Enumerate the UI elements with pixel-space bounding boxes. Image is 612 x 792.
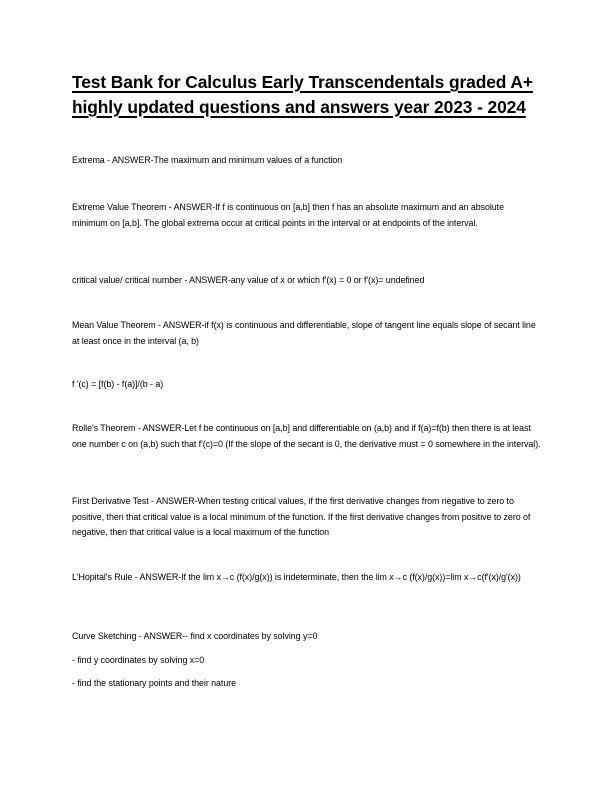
entry-mean-value-theorem: Mean Value Theorem - ANSWER-if f(x) is continuous and differentiable, slope of tangent line equals slope of secant line at least once in the interval (a, b) (72, 320, 536, 346)
entry-curve-sketching-step-y: - find y coordinates by solving x=0 (72, 655, 205, 665)
entry-critical-value: critical value/ critical number - ANSWER-any value of x or which f'(x) = 0 or f'(x)= undefined (72, 275, 425, 285)
entry-lhopitals-rule: L'Hopital's Rule - ANSWER-If the lim x→c (f(x)/g(x)) is indeterminate, then the lim x→c (f(x)/g(x))=lim x→c(f'(x)/g'(x)) (72, 572, 521, 582)
entry-first-derivative-test: First Derivative Test - ANSWER-When testing critical values, if the first derivative changes from negative to zero to positive, then that critical value is a local minimum of the function. If the first derivative changes from positive to zero of negative, then that critical value is a local maximum of the function (72, 496, 531, 537)
entry-curve-sketching-step-stationary: - find the stationary points and their nature (72, 678, 237, 688)
entry-extrema: Extrema - ANSWER-The maximum and minimum values of a function (72, 155, 343, 165)
entry-extreme-value-theorem: Extreme Value Theorem - ANSWER-If f is continuous on [a,b] then f has an absolute maximum and an absolute minimum on [a,b]. The global extrema occur at critical points in the interval or at endpoints of the interval. (72, 202, 504, 228)
entry-mvt-formula: f '(c) = [f(b) - f(a)]/(b - a) (72, 379, 164, 389)
entry-curve-sketching: Curve Sketching - ANSWER-- find x coordinates by solving y=0 (72, 631, 318, 641)
entry-rolles-theorem: Rolle's Theorem - ANSWER-Let f be continuous on [a,b] and differentiable on (a,b) and if f(a)=f(b) then there is at least one number c on (a,b) such that f'(c)=0 (If the slope of the secant is 0, the derivative must = 0 somewhere in the interval). (72, 423, 541, 449)
document-title: Test Bank for Calculus Early Transcendentals graded A+ highly updated questions and answers year 2023 - 2024 (72, 72, 533, 117)
